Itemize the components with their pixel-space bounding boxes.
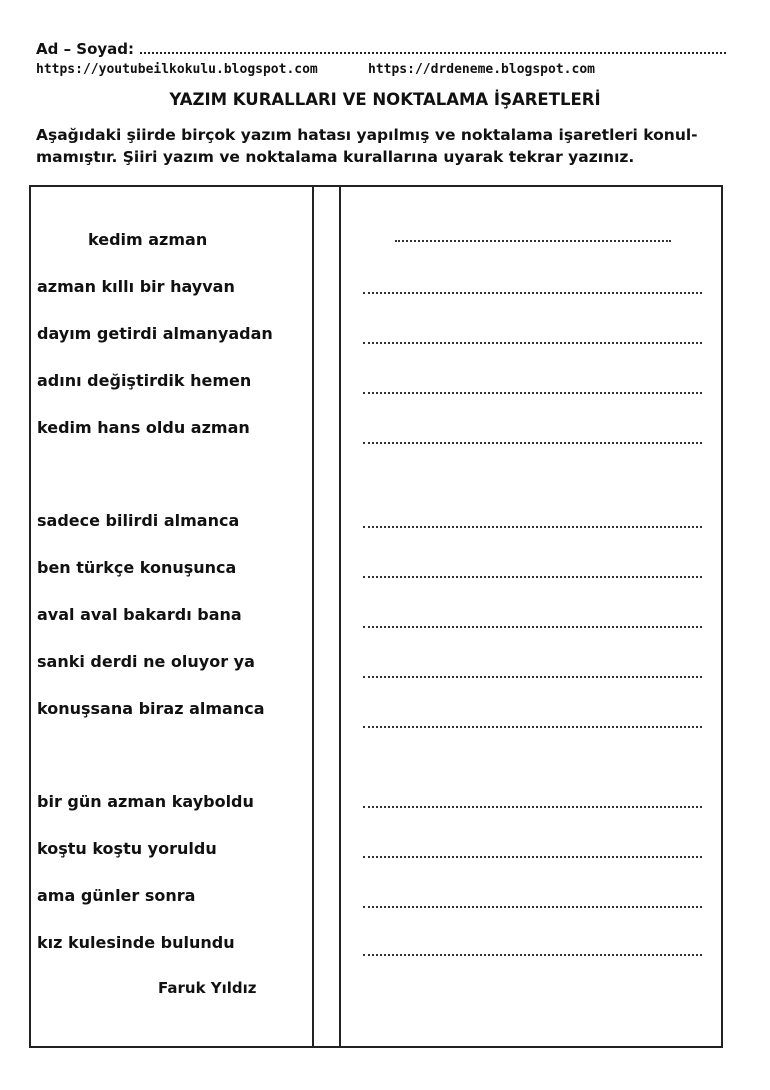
- poem-line: sadece bilirdi almanca: [37, 511, 240, 530]
- poem-line: kedim hans oldu azman: [37, 418, 250, 437]
- poem-line: ben türkçe konuşunca: [37, 558, 237, 577]
- poem-line: sanki derdi ne oluyor ya: [37, 652, 255, 671]
- column-divider-right: [339, 185, 341, 1048]
- url-youtubeilkokulu: https://youtubeilkokulu.blogspot.com: [36, 62, 318, 77]
- name-surname-dotted-line[interactable]: [140, 52, 726, 54]
- name-surname-label: Ad – Soyad:: [36, 40, 135, 58]
- poem-line: dayım getirdi almanyadan: [37, 324, 273, 343]
- poem-line: kız kulesinde bulundu: [37, 933, 235, 952]
- poem-line: bir gün azman kayboldu: [37, 792, 254, 811]
- answer-line[interactable]: [363, 676, 702, 678]
- instruction-line-2: mamıştır. Şiiri yazım ve noktalama kurallarına uyarak tekrar yazınız.: [36, 148, 635, 166]
- poem-line: konuşsana biraz almanca: [37, 699, 265, 718]
- answer-line[interactable]: [363, 954, 702, 956]
- poem-author: Faruk Yıldız: [158, 979, 257, 997]
- page-title: YAZIM KURALLARI VE NOKTALAMA İŞARETLERİ: [169, 90, 601, 109]
- poem-line: ama günler sonra: [37, 886, 196, 905]
- answer-line[interactable]: [363, 806, 702, 808]
- poem-line: azman kıllı bir hayvan: [37, 277, 235, 296]
- column-divider-left: [312, 185, 314, 1048]
- answer-line[interactable]: [363, 726, 702, 728]
- poem-line: aval aval bakardı bana: [37, 605, 242, 624]
- poem-line: koştu koştu yoruldu: [37, 839, 217, 858]
- instruction-line-1: Aşağıdaki şiirde birçok yazım hatası yapılmış ve noktalama işaretleri konul-: [36, 126, 698, 144]
- poem-title: kedim azman: [88, 230, 208, 249]
- name-surname-field[interactable]: [36, 38, 726, 58]
- poem-line: adını değiştirdik hemen: [37, 371, 252, 390]
- url-drdeneme: https://drdeneme.blogspot.com: [368, 62, 595, 77]
- answer-line[interactable]: [395, 240, 671, 242]
- answer-line[interactable]: [363, 392, 702, 394]
- answer-line[interactable]: [363, 576, 702, 578]
- instructions: [36, 124, 726, 168]
- answer-line[interactable]: [363, 626, 702, 628]
- answer-line[interactable]: [363, 906, 702, 908]
- answer-line[interactable]: [363, 442, 702, 444]
- answer-line[interactable]: [363, 342, 702, 344]
- answer-line[interactable]: [363, 526, 702, 528]
- answer-line[interactable]: [363, 292, 702, 294]
- answer-line[interactable]: [363, 856, 702, 858]
